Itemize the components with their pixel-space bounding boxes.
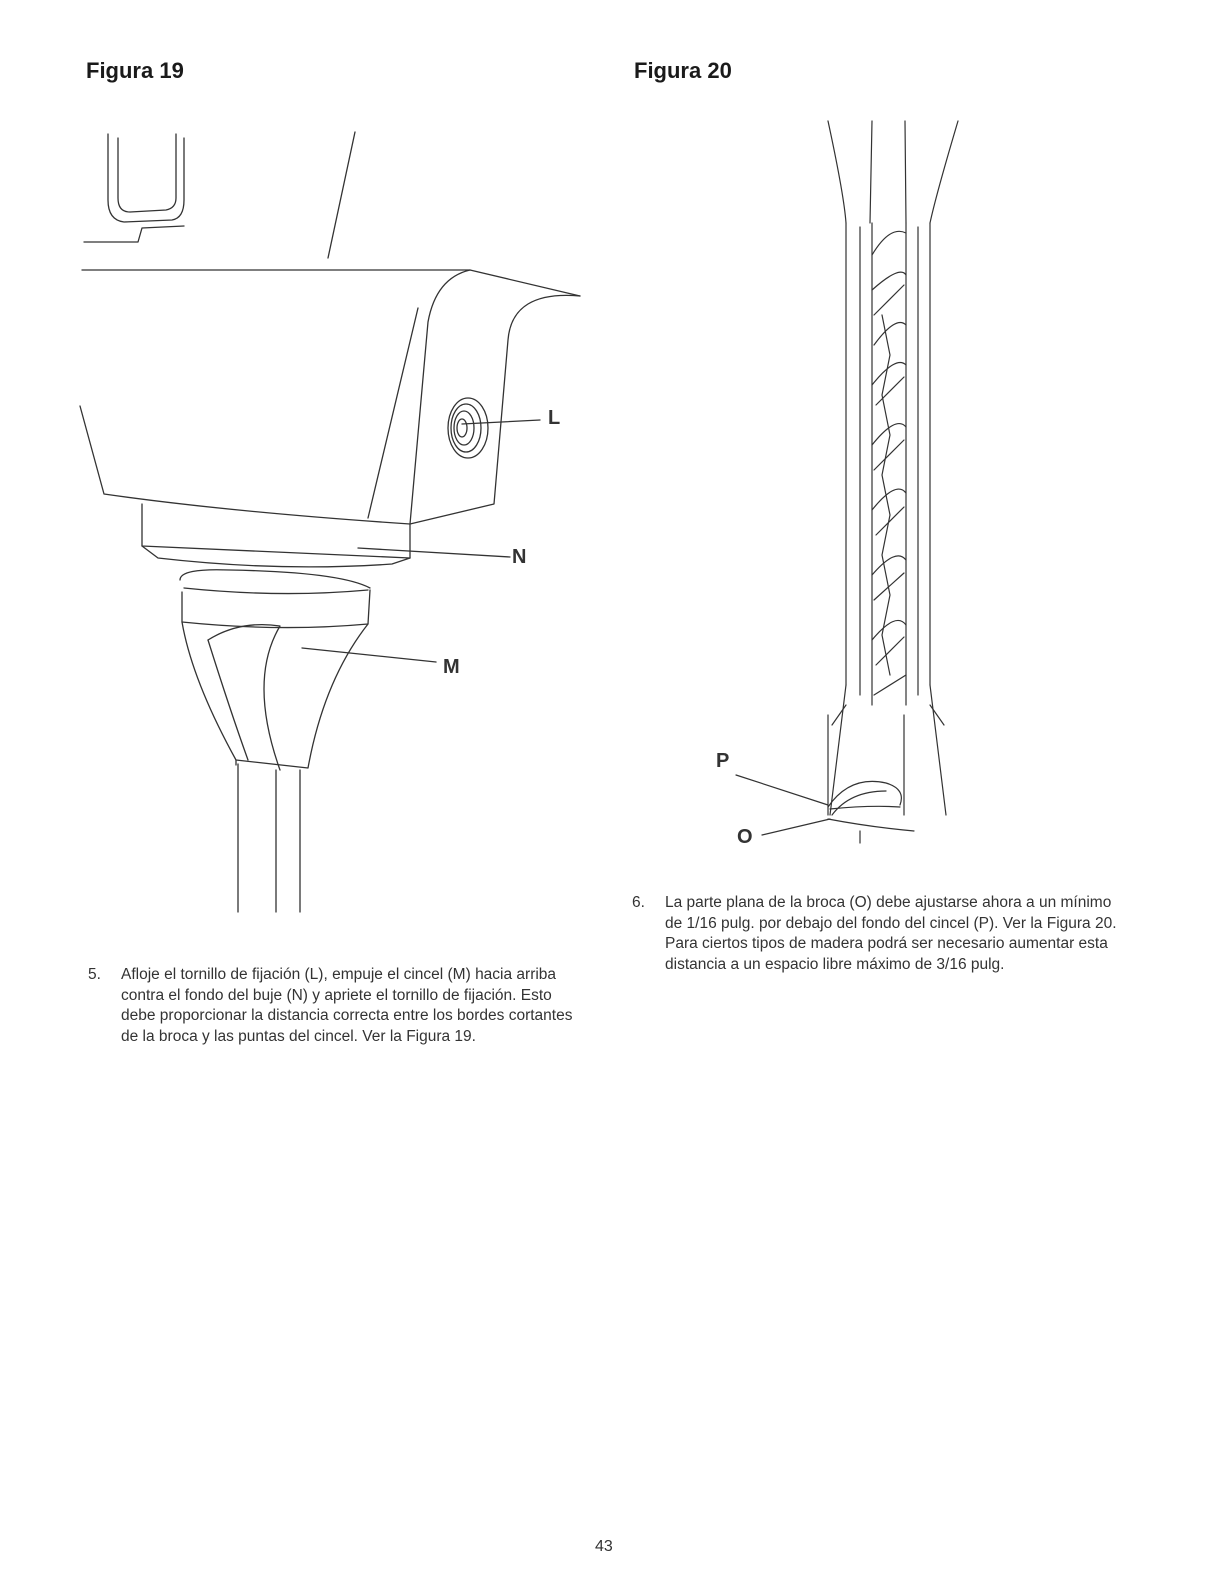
step-5-text: Afloje el tornillo de fijación (L), empuje el cincel (M) hacia arriba contra el fondo del buje (N) y apriete el tornillo de fijación. Esto debe proporcionar la distancia correcta entre los bordes cortantes de la broca y las puntas del cincel. Ver la Figura 19. — [121, 966, 573, 1045]
callout-N: N — [512, 546, 527, 568]
chisel-M — [180, 570, 436, 770]
figure-19-illustration — [80, 120, 600, 920]
bit-tip-O-P — [736, 775, 914, 843]
figure-19-title: Figura 19 — [86, 58, 184, 83]
step-5-number: 5. — [88, 966, 101, 983]
callout-L: L — [548, 407, 561, 429]
set-screw-L — [448, 398, 540, 458]
step-6-number: 6. — [632, 894, 645, 911]
callout-P: P — [716, 750, 730, 772]
head-housing — [80, 270, 580, 524]
chisel-outline — [828, 121, 958, 815]
figure-20-illustration — [700, 115, 980, 855]
callout-O: O — [737, 826, 753, 848]
drill-bit-shank — [238, 764, 300, 912]
spiral-drill-bit — [872, 223, 906, 705]
page-number: 43 — [595, 1538, 613, 1555]
machine-column — [84, 132, 355, 258]
step-6-text: La parte plana de la broca (O) debe ajustarse ahora a un mínimo de 1/16 pulg. por debajo del fondo del cincel (P). Ver la Figura 20. Para ciertos tipos de madera podrá ser necesario aumentar esta distancia a un espacio libre máximo de 3/16 pulg. — [665, 894, 1117, 973]
callout-M: M — [443, 656, 460, 678]
figure-20-title: Figura 20 — [634, 58, 732, 83]
